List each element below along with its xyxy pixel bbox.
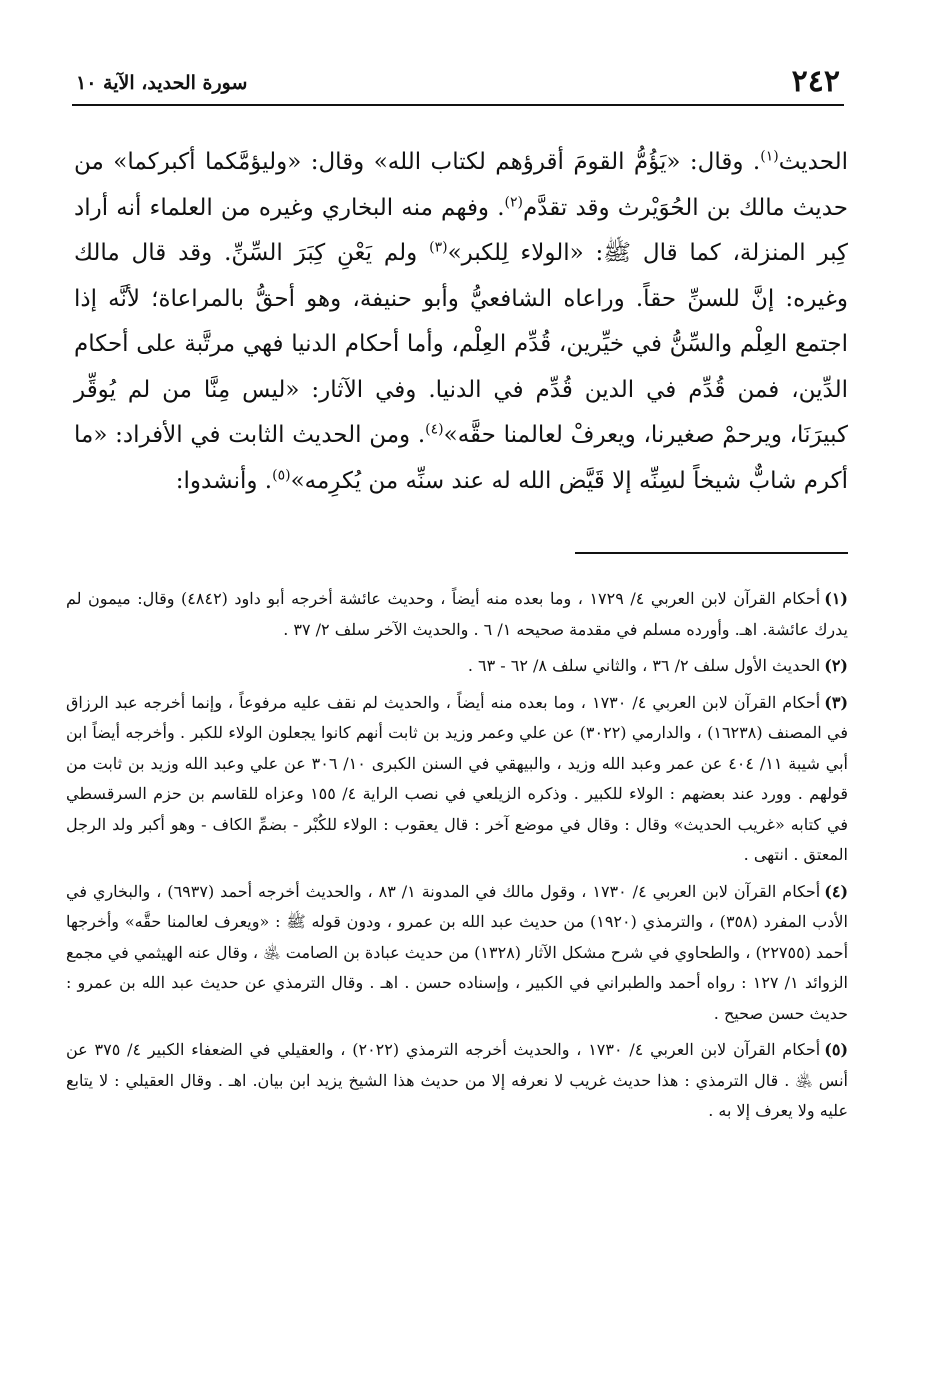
footnote-1: [66, 584, 848, 645]
main-text: [74, 140, 848, 504]
running-title: سورة الحديد، الآية ١٠: [76, 72, 248, 94]
text-segment: . وقال: «يَؤُمُّ القومَ أقرؤهم لكتاب الله» وقال: «وليؤمَّكما أكبركما» من حديث مالك بن الحُوَيْرث وقد تقدَّم: [74, 149, 848, 221]
footnote-ref-5[interactable]: (٥): [272, 466, 291, 483]
footnote-ref-4[interactable]: (٤): [425, 421, 444, 438]
main-paragraph: [74, 140, 848, 504]
footnote-5: [66, 1035, 848, 1127]
footnote-text: أحكام القرآن لابن العربي ٤/ ١٧٢٩ ، وما بعده منه أيضاً ، وحديث عائشة أخرجه أبو داود (٤٨٤٢) وقال: ميمون لم يدرك عائشة. اهـ. وأورده مسلم في مقدمة صحيحه ١/ ٦ . والحديث الآخر سلف ٢/ ٣٧ .: [66, 589, 848, 639]
footnote-3: [66, 688, 848, 871]
text-segment: الحديث: [778, 149, 848, 175]
page-number: ٢٤٢: [791, 64, 840, 99]
footnote-text: أحكام القرآن لابن العربي ٤/ ١٧٣٠ ، وقول مالك في المدونة ١/ ٨٣ ، والحديث أخرجه أحمد (٦٩٣٧) ، والبخاري في الأدب المفرد (٣٥٨) ، والترمذي (١٩٢٠) من حديث عبد الله بن عمرو ، ودون قوله ﷺ : «ويعرف لعالمنا حقَّه» وأخرجها أحمد (٢٢٧٥٥) ، والطحاوي في شرح مشكل الآثار (١٣٢٨) من حديث عبادة بن الصامت ﵁ ، وقال عنه الهيثمي في مجمع الزوائد ١/ ١٢٧ : رواه أحمد والطبراني في الكبير ، وإسناده حسن . اهـ . وقال الترمذي عن حديث عبد الله بن عمرو : حديث حسن صحيح .: [66, 881, 849, 1023]
footnote-number: (٢): [824, 656, 848, 675]
footnote-number: (٤): [824, 881, 849, 901]
text-segment: . وفهم منه البخاري وغيره من العلماء أنه أراد كِبر المنزلة، كما قال ﷺ: «الولاء لِلكبر»: [74, 194, 848, 266]
footnote-text: أحكام القرآن لابن العربي ٤/ ١٧٣٠ ، والحديث أخرجه الترمذي (٢٠٢٢) ، والعقيلي في الضعفاء الكبير ٤/ ٣٧٥ عن أنس ﵁ . قال الترمذي : هذا حديث غريب لا نعرفه إلا من حديث هذا الشيخ يزيد ابن بيان. اهـ . وقال العقيلي : لا يتابع عليه ولا يعرف إلا به .: [66, 1040, 848, 1120]
footnote-text: أحكام القرآن لابن العربي ٤/ ١٧٣٠ ، وما بعده منه أيضاً ، والحديث لم نقف عليه مرفوعاً ، وإنما أخرجه عبد الرزاق في المصنف (١٦٢٣٨) ، والدارمي (٣٠٢٢) عن علي وعمر وزيد بن ثابت أنهم كانوا يجعلون الولاء للكبر . وأخرجه أيضاً ابن أبي شيبة ١١/ ٤٠٤ عن عمر وعبد الله وزيد ، والبيهقي في السنن الكبرى ١٠/ ٣٠٦ عن علي وعبد الله وزيد بن ثابت من قولهم . وورد عند بعضهم : الولاء للكبير . وذكره الزيلعي في نصب الراية ٤/ ١٥٥ وعزاه للقاسم بن حزم السرقسطي في كتابه «غريب الحديث» وقال : وقال في موضع آخر : قال يعقوب : الولاء للكُبْر - بضمِّ الكاف - وهو أكبر ولد الرجل المعتق . انتهى .: [66, 692, 849, 864]
footnote-2: [66, 651, 848, 682]
footnote-number: (١): [824, 589, 848, 608]
footnote-number: (٥): [824, 1040, 849, 1059]
text-segment: . وأنشدوا:: [175, 467, 273, 494]
footnotes: [66, 584, 848, 1133]
footnote-ref-3[interactable]: (٣): [429, 239, 448, 256]
footnote-ref-1[interactable]: (١): [760, 148, 779, 165]
footnote-ref-2[interactable]: (٢): [504, 193, 523, 210]
footnote-number: (٣): [824, 692, 849, 712]
footnote-text: الحديث الأول سلف ٢/ ٣٦ ، والثاني سلف ٨/ ٦٢ - ٦٣ .: [467, 656, 821, 675]
footnote-separator: [575, 552, 848, 554]
page-header: [72, 62, 844, 106]
text-segment: . ومن الحديث الثابت في الأفراد: «ما أكرم شابٌّ شيخاً لسِنِّه إلا قَيَّض الله له عند سنِّه من يُكرِمه»: [74, 422, 848, 494]
footnote-4: [66, 877, 848, 1030]
text-segment: ولم يَعْنِ كِبَرَ السِّنِّ. وقد قال مالك وغيره: إنَّ للسنِّ حقاً. وراعاه الشافعيُّ وأبو حنيفة، وهو أحقُّ بالمراعاة؛ لأنَّه إذا اجتمع العِلْم والسِّنُّ في خيِّرين، قُدِّم العِلْم، وأما أحكام الدنيا فهي مرتَّبة على أحكام الدِّين، فمن قُدِّم في الدين قُدِّم في الدنيا. وفي الآثار: «ليس مِنَّا من لم يُوقِّر كبيرَنَا، ويرحمْ صغيرنا، ويعرفْ لعالمنا حقَّه»: [74, 240, 848, 448]
